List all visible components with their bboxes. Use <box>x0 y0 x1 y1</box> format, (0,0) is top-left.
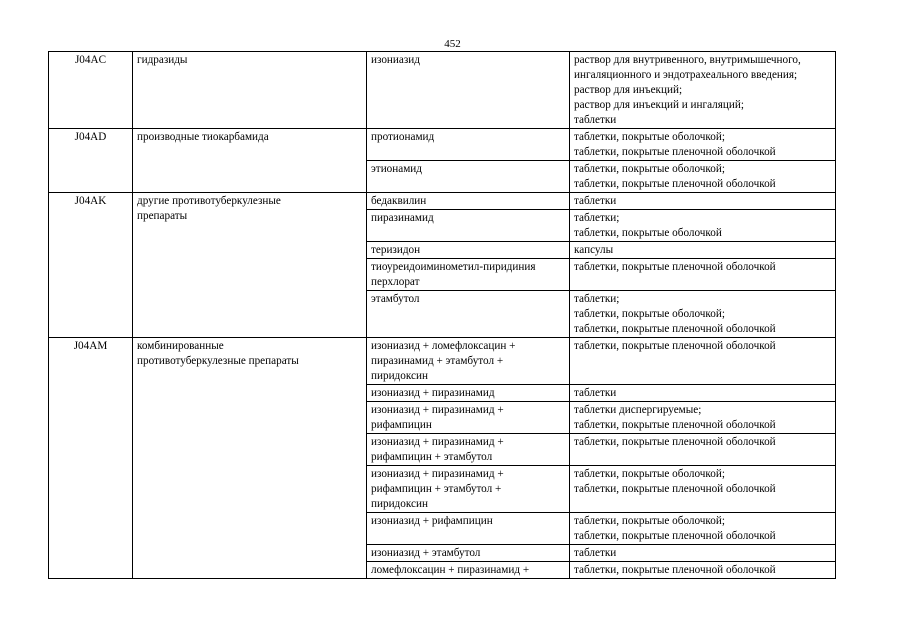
cell-line: таблетки, покрытые пленочной оболочкой <box>574 178 776 190</box>
cell-line: таблетки, покрытые оболочкой; <box>574 131 725 143</box>
cell-line: таблетки, покрытые оболочкой <box>574 227 722 239</box>
cell-line: противотуберкулезные препараты <box>137 355 299 367</box>
drug-name-cell <box>367 161 570 193</box>
cell-line: протионамид <box>371 131 435 143</box>
atc-code-cell: J04AC <box>49 52 133 129</box>
cell-line: ингаляционного и эндотрахеального введения; <box>574 69 798 81</box>
cell-line: раствор для инъекций и ингаляций; <box>574 99 744 111</box>
drug-name-cell <box>367 562 570 579</box>
cell-line: изониазид <box>371 54 420 66</box>
cell-line: другие противотуберкулезные <box>137 195 281 207</box>
drug-name-cell <box>367 434 570 466</box>
cell-line: пиразинамид + этамбутол + <box>371 355 504 367</box>
cell-line: таблетки, покрытые пленочной оболочкой <box>574 419 776 431</box>
cell-line: изониазид + пиразинамид + <box>371 404 504 416</box>
cell-line: таблетки, покрытые пленочной оболочкой <box>574 483 776 495</box>
drug-name-cell <box>367 210 570 242</box>
dosage-form-cell <box>570 291 836 338</box>
cell-line: теризидон <box>371 244 421 256</box>
cell-line: таблетки, покрытые пленочной оболочкой <box>574 564 776 576</box>
drug-name-cell <box>367 291 570 338</box>
drug-name-cell <box>367 193 570 210</box>
cell-line: препараты <box>137 210 188 222</box>
dosage-form-cell <box>570 161 836 193</box>
cell-line: изониазид + пиразинамид + <box>371 436 504 448</box>
atc-code-cell: J04AD <box>49 129 133 193</box>
cell-line: рифампицин + этамбутол + <box>371 483 502 495</box>
cell-line: таблетки; <box>574 212 620 224</box>
cell-line: таблетки диспергируемые; <box>574 404 702 416</box>
cell-line: раствор для внутривенного, внутримышечного, <box>574 54 801 66</box>
table-row <box>49 193 836 210</box>
drug-name-cell <box>367 338 570 385</box>
cell-line: таблетки, покрытые пленочной оболочкой <box>574 146 776 158</box>
cell-line: таблетки; <box>574 293 620 305</box>
drug-table <box>48 51 836 579</box>
cell-line: таблетки, покрытые пленочной оболочкой <box>574 261 776 273</box>
cell-line: таблетки <box>574 387 617 399</box>
cell-line: комбинированные <box>137 340 224 352</box>
dosage-form-cell <box>570 513 836 545</box>
dosage-form-cell <box>570 402 836 434</box>
atc-code-cell: J04AM <box>49 338 133 579</box>
atc-group-cell <box>133 193 367 338</box>
drug-name-cell <box>367 513 570 545</box>
table-row <box>49 129 836 161</box>
dosage-form-cell <box>570 385 836 402</box>
cell-line: таблетки, покрытые пленочной оболочкой <box>574 323 776 335</box>
dosage-form-cell <box>570 434 836 466</box>
atc-code-cell: J04AK <box>49 193 133 338</box>
cell-line: производные тиокарбамида <box>137 131 269 143</box>
drug-name-cell <box>367 259 570 291</box>
cell-line: пиридоксин <box>371 370 428 382</box>
dosage-form-cell <box>570 338 836 385</box>
cell-line: изониазид + пиразинамид <box>371 387 495 399</box>
cell-line: капсулы <box>574 244 614 256</box>
cell-line: этионамид <box>371 163 422 175</box>
cell-line: таблетки <box>574 547 617 559</box>
cell-line: ломефлоксацин + пиразинамид + <box>371 564 530 576</box>
cell-line: таблетки <box>574 114 617 126</box>
cell-line: изониазид + этамбутол <box>371 547 481 559</box>
cell-line: пиразинамид <box>371 212 434 224</box>
cell-line: таблетки, покрытые пленочной оболочкой <box>574 436 776 448</box>
cell-line: перхлорат <box>371 276 420 288</box>
cell-line: пиридоксин <box>371 498 428 510</box>
cell-line: этамбутол <box>371 293 420 305</box>
cell-line: таблетки, покрытые оболочкой; <box>574 468 725 480</box>
drug-name-cell <box>367 402 570 434</box>
dosage-form-cell <box>570 545 836 562</box>
dosage-form-cell <box>570 129 836 161</box>
page-number: 452 <box>444 38 461 50</box>
drug-name-cell <box>367 385 570 402</box>
drug-name-cell <box>367 129 570 161</box>
cell-line: гидразиды <box>137 54 188 66</box>
cell-line: изониазид + рифампицин <box>371 515 493 527</box>
cell-line: таблетки, покрытые оболочкой; <box>574 308 725 320</box>
dosage-form-cell <box>570 193 836 210</box>
cell-line: таблетки, покрытые оболочкой; <box>574 515 725 527</box>
cell-line: таблетки, покрытые оболочкой; <box>574 163 725 175</box>
table-row <box>49 338 836 385</box>
dosage-form-cell <box>570 466 836 513</box>
drug-name-cell <box>367 52 570 129</box>
dosage-form-cell <box>570 210 836 242</box>
drug-name-cell <box>367 545 570 562</box>
dosage-form-cell <box>570 259 836 291</box>
cell-line: изониазид + ломефлоксацин + <box>371 340 516 352</box>
cell-line: рифампицин <box>371 419 432 431</box>
cell-line: бедаквилин <box>371 195 427 207</box>
atc-group-cell <box>133 338 367 579</box>
cell-line: изониазид + пиразинамид + <box>371 468 504 480</box>
cell-line: таблетки <box>574 195 617 207</box>
dosage-form-cell <box>570 242 836 259</box>
atc-group-cell <box>133 52 367 129</box>
table-row <box>49 52 836 129</box>
atc-group-cell <box>133 129 367 193</box>
cell-line: раствор для инъекций; <box>574 84 683 96</box>
cell-line: таблетки, покрытые пленочной оболочкой <box>574 530 776 542</box>
dosage-form-cell <box>570 562 836 579</box>
cell-line: рифампицин + этамбутол <box>371 451 493 463</box>
cell-line: тиоуреидоиминометил-пиридиния <box>371 261 536 273</box>
drug-name-cell <box>367 466 570 513</box>
drug-name-cell <box>367 242 570 259</box>
cell-line: таблетки, покрытые пленочной оболочкой <box>574 340 776 352</box>
dosage-form-cell <box>570 52 836 129</box>
